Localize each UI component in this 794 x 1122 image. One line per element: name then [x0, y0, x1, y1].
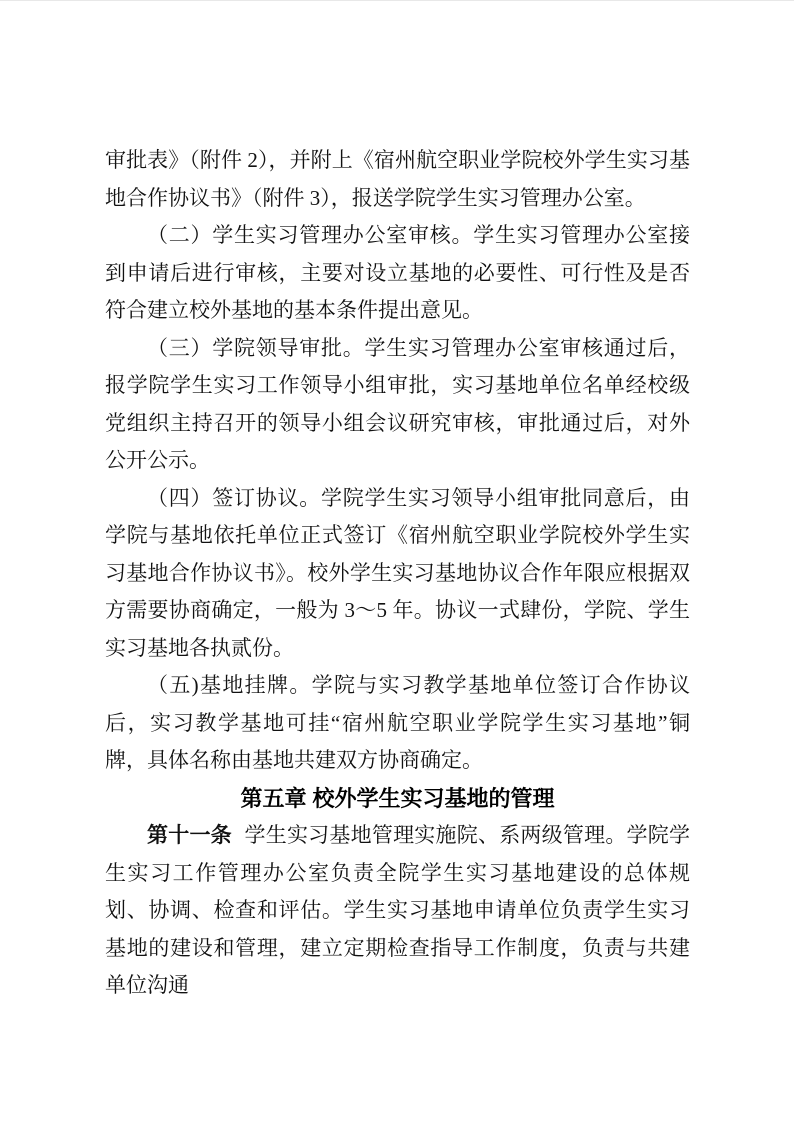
paragraph-article-11 [105, 817, 690, 1005]
paragraph-item-2: （二）学生实习管理办公室审核。学生实习管理办公室接到申请后进行审核，主要对设立基地的必要性、可行性及是否符合建立校外基地的基本条件提出意见。 [105, 223, 690, 322]
paragraph-item-3: （三）学院领导审批。学生实习管理办公室审核通过后，报学院学生实习工作领导小组审批，实习基地单位名单经校级党组织主持召开的领导小组会议研究审核，审批通过后，对外公开公示。 [105, 335, 690, 472]
paragraph-continuation: 审批表》（附件 2），并附上《宿州航空职业学院校外学生实习基地合作协议书》（附件 3），报送学院学生实习管理办公室。 [105, 148, 690, 210]
paragraph-item-5: （五)基地挂牌。学院与实习教学基地单位签订合作协议后，实习教学基地可挂“宿州航空职业学院学生实习基地”铜牌，具体名称由基地共建双方协商确定。 [105, 673, 690, 772]
article-number: 第十一条 [147, 823, 232, 847]
paragraph-item-4: （四）签订协议。学院学生实习领导小组审批同意后，由学院与基地依托单位正式签订《宿州航空职业学院校外学生实习基地合作协议书》。校外学生实习基地协议合作年限应根据双方需要协商确定，一般为 3～5 年。协议一式肆份，学院、学生实习基地各执贰份。 [105, 485, 690, 660]
chapter-heading: 第五章 校外学生实习基地的管理 [240, 785, 555, 811]
article-text: 学生实习基地管理实施院、系两级管理。学院学生实习工作管理办公室负责全院学生实习基地建设的总体规划、协调、检查和评估。学生实习基地申请单位负责学生实习基地的建设和管理，建立定期检查指导工作制度，负责与共建单位沟通 [105, 823, 691, 997]
